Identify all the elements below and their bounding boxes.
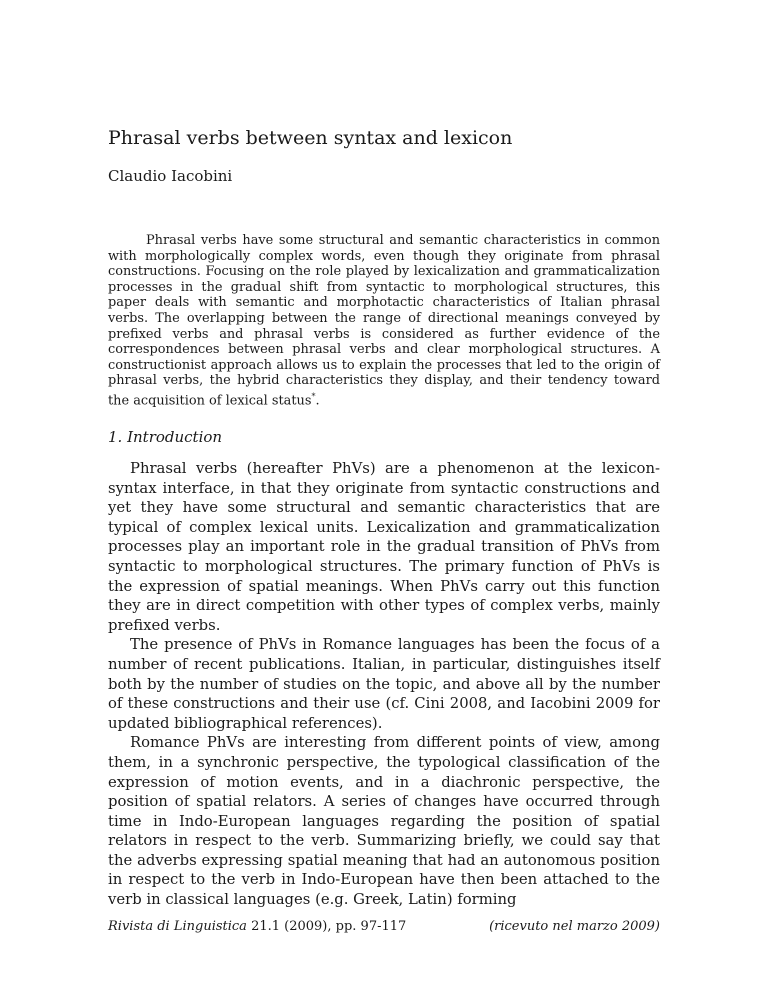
journal-citation <box>108 919 406 934</box>
section-heading: 1. Introduction <box>108 428 223 446</box>
paragraph: Romance PhVs are interesting from different points of view, among them, in a synchronic perspective, the typological classification of the expression of motion events, and in a diachronic perspective, the position of spatial relators. A series of changes have occurred through time in Indo-European languages regarding the position of spatial relators in respect to the verb. Summarizing briefly, we could say that the adverbs expressing spatial meaning that had an autonomous position in respect to the verb in Indo-European have then been attached to the verb in classical languages (e.g. Greek, Latin) forming <box>108 734 660 909</box>
paper-title: Phrasal verbs between syntax and lexicon <box>108 127 513 149</box>
abstract-text: Phrasal verbs have some structural and semantic characteristics in common with morphologically complex words, even though they originate from phrasal constructions. Focusing on the role played by lexicalization and grammaticalization processes in the gradual shift from syntactic to morphological structures, this paper deals with semantic and morphotactic characteristics of Italian phrasal verbs. The overlapping between the range of directional meanings conveyed by prefixed verbs and phrasal verbs is considered as further evidence of the correspondences between phrasal verbs and clear morphological structures. A constructionist approach allows us to explain the processes that led to the origin of phrasal verbs, the hybrid characteristics they display, and their tendency toward the acquisition of lexical status <box>108 233 660 409</box>
journal-name: Rivista di Linguistica <box>108 919 247 934</box>
paragraph: The presence of PhVs in Romance languages has been the focus of a number of recent publications. Italian, in particular, distinguishes itself both by the number of studies on the topic, and above all by the number of these constructions and their use (cf. Cini 2008, and Iacobini 2009 for updated bibliographical references). <box>108 636 660 732</box>
paragraph: Phrasal verbs (hereafter PhVs) are a phenomenon at the lexicon-syntax interface, in that they originate from syntactic constructions and yet they have some structural and semantic characteristics that are typical of complex lexical units. Lexicalization and grammaticalization processes play an important role in the gradual transition of PhVs from syntactic to morphological structures. The primary function of PhVs is the expression of spatial meanings. When PhVs carry out this function they are in direct competition with other types of complex verbs, mainly prefixed verbs. <box>108 460 660 634</box>
footnote-mark: * <box>311 391 316 401</box>
page-footer <box>108 919 660 934</box>
abstract-end: . <box>315 393 320 409</box>
journal-volume-pages: 21.1 (2009), pp. 97-117 <box>246 919 407 934</box>
abstract <box>108 233 660 409</box>
received-date: (ricevuto nel marzo 2009) <box>489 919 660 934</box>
author-name: Claudio Iacobini <box>108 167 233 185</box>
section-body <box>108 459 660 910</box>
